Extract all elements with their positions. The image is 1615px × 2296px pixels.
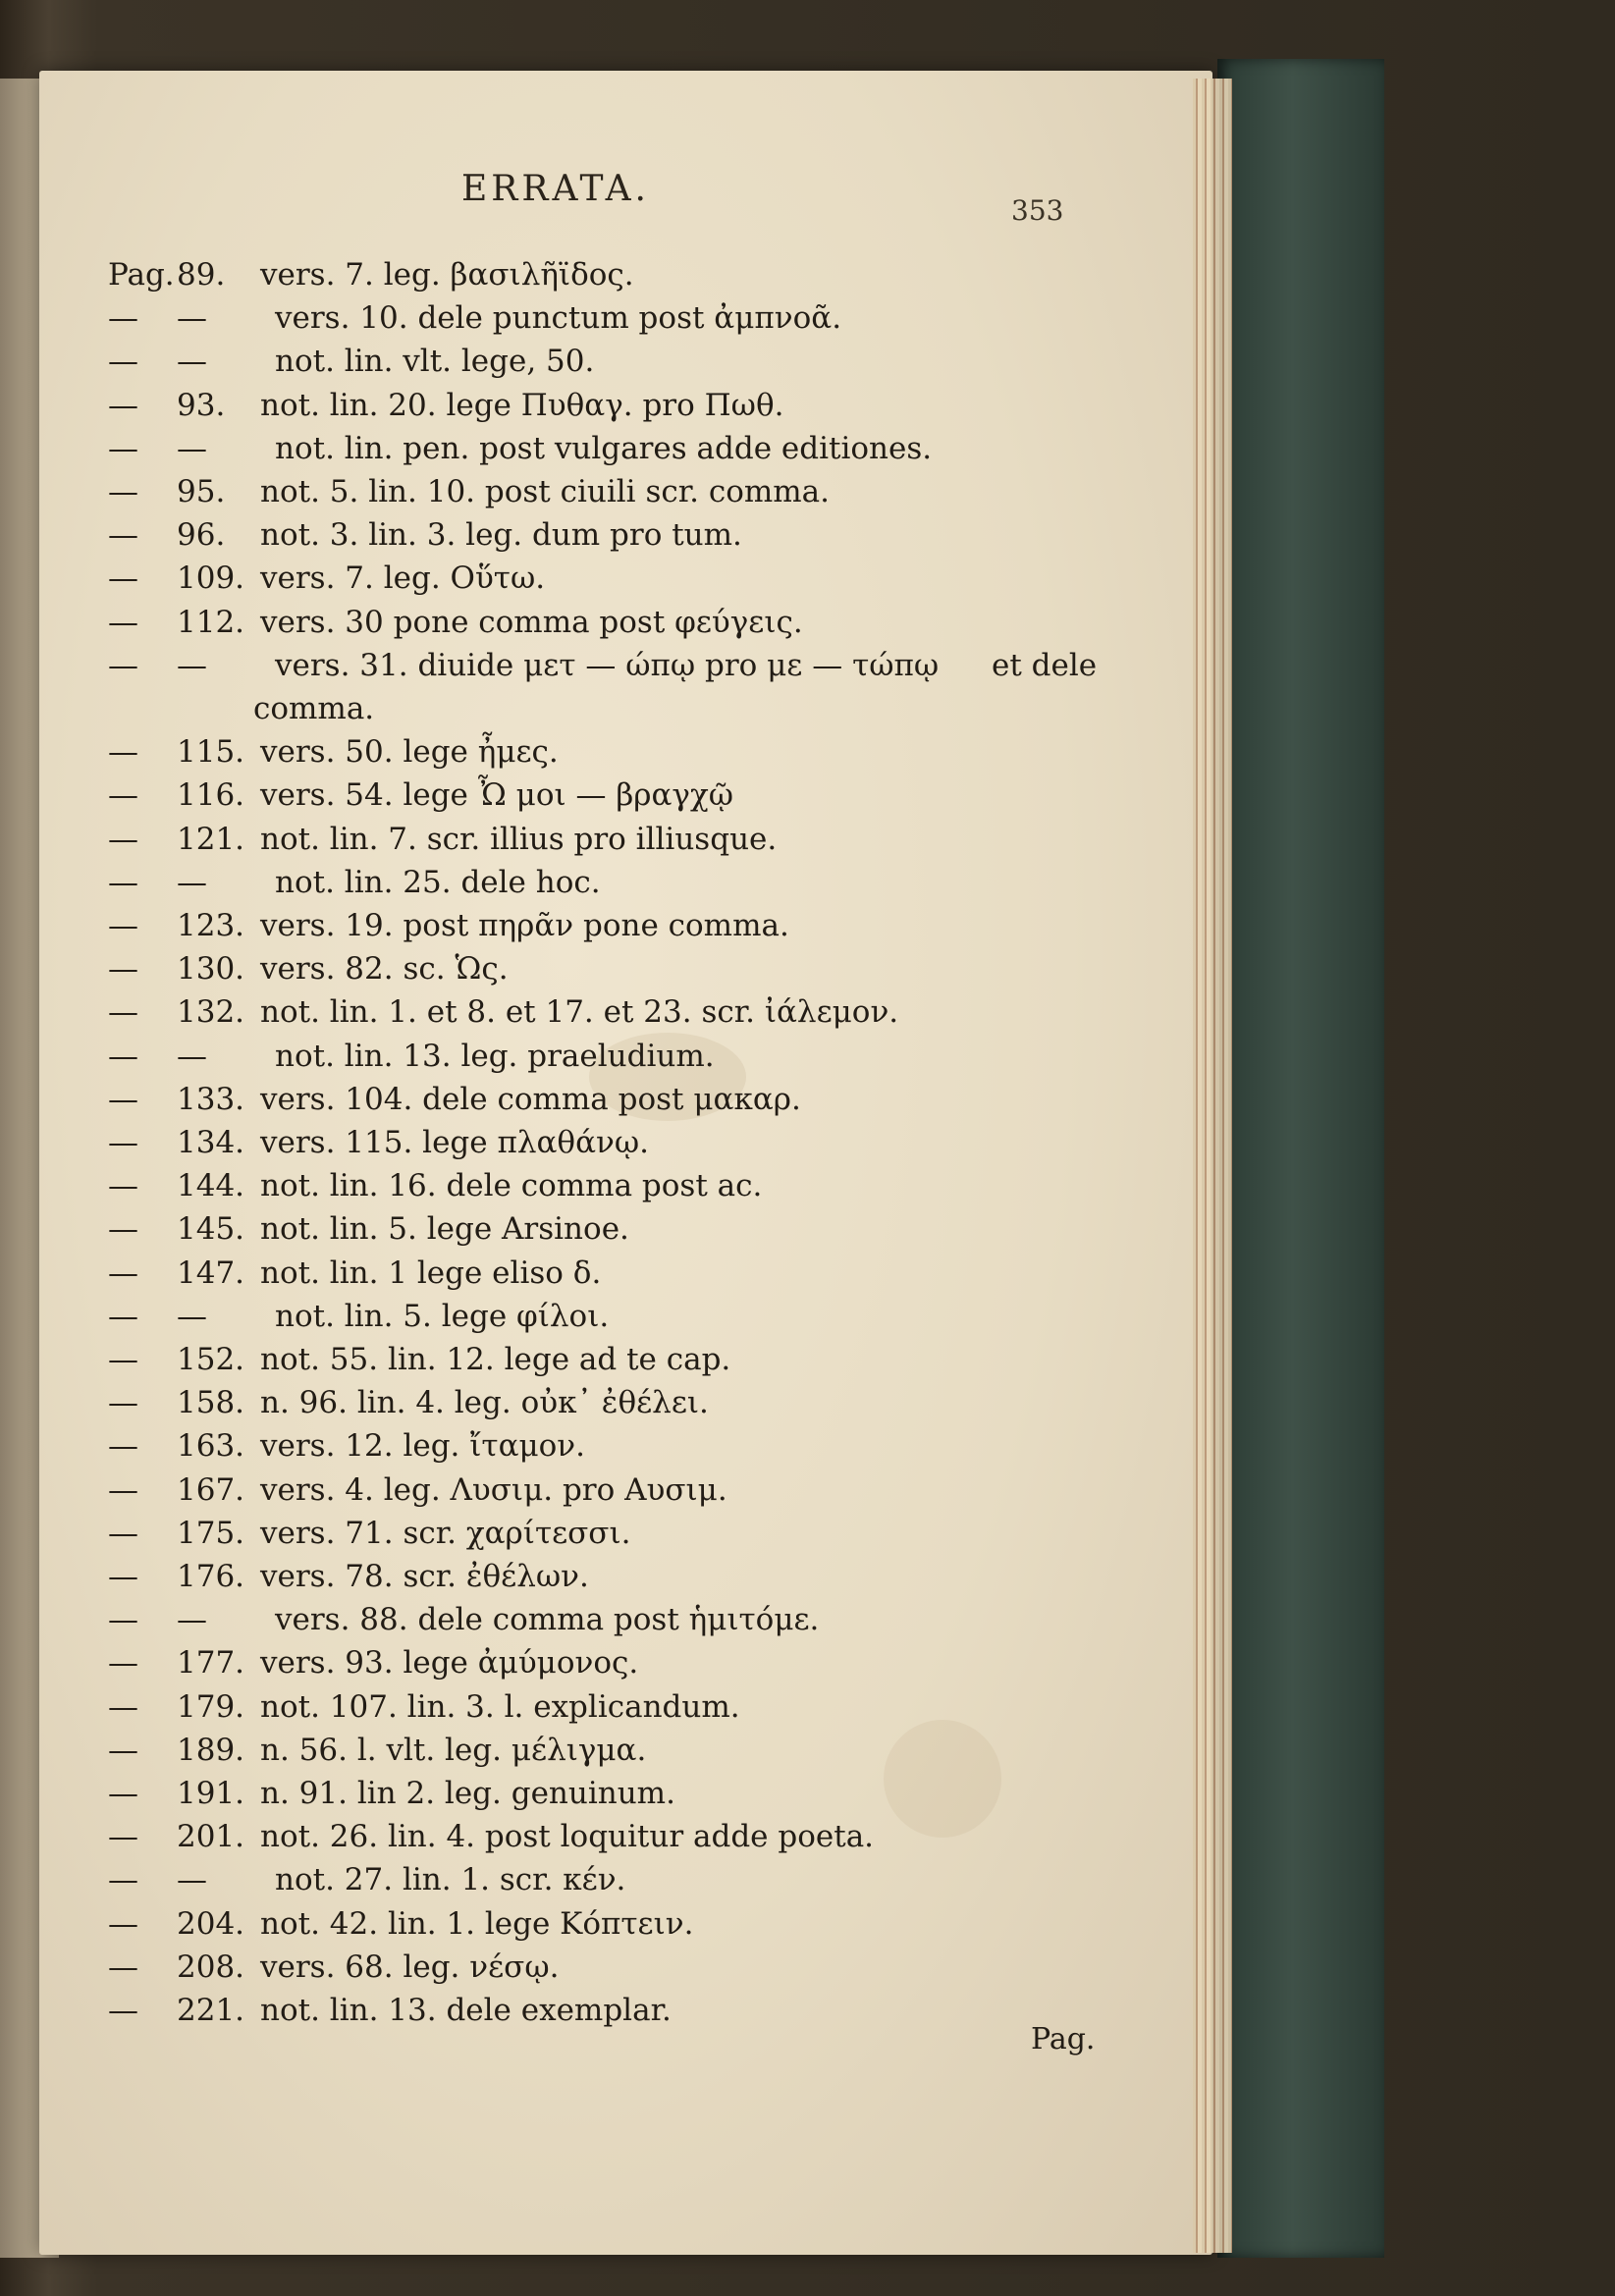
erratum-page: 177. [177, 1645, 245, 1681]
erratum-correction: vers. 7. leg. Οὕτω. [260, 561, 546, 596]
erratum-tail: et dele [992, 648, 1098, 683]
erratum-correction: not. lin. 1. et 8. et 17. et 23. scr. ἰάλεμον. [260, 994, 899, 1030]
erratum-page: 123. [177, 908, 245, 943]
erratum-correction: vers. 82. sc. Ὡς. [260, 951, 509, 987]
erratum-page: — [177, 1862, 207, 1897]
erratum-row [108, 1512, 1090, 1555]
erratum-page: — [177, 1299, 207, 1334]
erratum-correction: not. 27. lin. 1. scr. κέν. [275, 1862, 626, 1897]
erratum-row [108, 1946, 1090, 1989]
erratum-page: 147. [177, 1255, 245, 1291]
erratum-correction: not. lin. 16. dele comma post ac. [260, 1168, 763, 1203]
erratum-page: 152. [177, 1342, 245, 1377]
erratum-page: 133. [177, 1082, 245, 1117]
erratum-row [108, 1338, 1090, 1381]
erratum-correction: vers. 10. dele punctum post ἀμπνοᾶ. [275, 300, 842, 336]
erratum-page: 134. [177, 1125, 245, 1160]
erratum-marker: — [108, 300, 138, 336]
erratum-marker: Pag. [108, 257, 175, 293]
erratum-correction: not. lin. 1 lege eliso δ. [260, 1255, 602, 1291]
erratum-row [108, 340, 1090, 383]
erratum-page: — [177, 431, 207, 466]
erratum-page: 115. [177, 734, 245, 770]
erratum-page: 201. [177, 1819, 245, 1854]
erratum-marker: — [108, 1645, 138, 1681]
erratum-marker: — [108, 1125, 138, 1160]
erratum-page: 95. [177, 474, 226, 509]
erratum-page: 93. [177, 388, 226, 423]
erratum-marker: — [108, 344, 138, 379]
erratum-correction: vers. 31. diuide μετ — ώπῳ pro με — τώπῳ [275, 648, 940, 683]
erratum-page: 96. [177, 517, 226, 553]
erratum-page: 112. [177, 605, 245, 640]
catchword: Pag. [1031, 2022, 1096, 2056]
erratum-correction: vers. 88. dele comma post ἡμιτόμε. [275, 1602, 820, 1637]
erratum-page: — [177, 1039, 207, 1074]
erratum-marker: — [108, 951, 138, 987]
erratum-row [108, 1729, 1090, 1772]
erratum-correction: not. lin. 5. lege φίλοι. [275, 1299, 610, 1334]
erratum-page: — [177, 1602, 207, 1637]
erratum-row [108, 990, 1090, 1034]
erratum-marker: — [108, 1993, 138, 2028]
erratum-page: 221. [177, 1993, 245, 2028]
erratum-row [108, 1164, 1090, 1207]
erratum-row [108, 904, 1090, 947]
page-title: ERRATA. [461, 169, 651, 209]
erratum-row [108, 644, 1098, 687]
erratum-marker: — [108, 431, 138, 466]
erratum-page: 109. [177, 561, 245, 596]
erratum-marker: — [108, 734, 138, 770]
erratum-correction: not. lin. pen. post vulgares adde editiones. [275, 431, 933, 466]
erratum-correction: vers. 54. lege Ὦ μοι — βραγχῷ [260, 777, 734, 813]
erratum-marker: — [108, 1949, 138, 1985]
erratum-marker: — [108, 561, 138, 596]
erratum-marker: — [108, 822, 138, 857]
erratum-marker: — [108, 1689, 138, 1725]
erratum-row [108, 947, 1090, 990]
erratum-row [108, 557, 1090, 600]
erratum-row [108, 427, 1090, 470]
erratum-marker: — [108, 908, 138, 943]
erratum-page: 191. [177, 1776, 245, 1811]
erratum-marker: — [108, 1819, 138, 1854]
erratum-row [108, 1555, 1090, 1598]
erratum-marker: — [108, 474, 138, 509]
erratum-marker: — [108, 517, 138, 553]
erratum-page: 132. [177, 994, 245, 1030]
erratum-marker: — [108, 1472, 138, 1508]
erratum-row [108, 1468, 1090, 1512]
erratum-marker: — [108, 1168, 138, 1203]
erratum-row [108, 1598, 1090, 1641]
erratum-page: 163. [177, 1428, 245, 1464]
erratum-page: — [177, 648, 207, 683]
erratum-correction: not. 107. lin. 3. l. explicandum. [260, 1689, 740, 1725]
erratum-correction: not. lin. 13. leg. praeludium. [275, 1039, 715, 1074]
erratum-correction: vers. 78. scr. ἐθέλων. [260, 1559, 589, 1594]
erratum-correction: not. lin. 13. dele exemplar. [260, 1993, 672, 2028]
erratum-row [108, 1121, 1090, 1164]
erratum-correction: n. 96. lin. 4. leg. οὐκ᾽ ἐθέλει. [260, 1385, 709, 1420]
erratum-page: 175. [177, 1516, 245, 1551]
erratum-marker: — [108, 1516, 138, 1551]
erratum-row [108, 296, 1090, 340]
erratum-correction: vers. 19. post πηρᾶν pone comma. [260, 908, 789, 943]
erratum-correction: not. 42. lin. 1. lege Κόπτειν. [260, 1906, 694, 1942]
erratum-correction: vers. 50. lege ἦμες. [260, 734, 559, 770]
erratum-page: 158. [177, 1385, 245, 1420]
erratum-marker: — [108, 1559, 138, 1594]
erratum-page: 167. [177, 1472, 245, 1508]
erratum-row [108, 1295, 1090, 1338]
erratum-row [108, 1989, 1090, 2032]
erratum-row [108, 1815, 1090, 1858]
erratum-marker: — [108, 777, 138, 813]
erratum-correction: n. 56. l. vlt. leg. μέλιγμα. [260, 1733, 647, 1768]
erratum-row [108, 774, 1090, 817]
erratum-marker: — [108, 1428, 138, 1464]
erratum-page: 176. [177, 1559, 245, 1594]
erratum-page: 144. [177, 1168, 245, 1203]
erratum-row [108, 1641, 1090, 1684]
erratum-page: — [177, 300, 207, 336]
erratum-correction: not. lin. 7. scr. illius pro illiusque. [260, 822, 778, 857]
erratum-page: 130. [177, 951, 245, 987]
erratum-page: 116. [177, 777, 245, 813]
erratum-correction: not. 26. lin. 4. post loquitur adde poeta. [260, 1819, 875, 1854]
erratum-row [108, 253, 1090, 296]
erratum-row [108, 1685, 1090, 1729]
erratum-marker: — [108, 1342, 138, 1377]
erratum-row [108, 861, 1090, 904]
erratum-correction: vers. 4. leg. Λυσιμ. pro Αυσιμ. [260, 1472, 727, 1508]
erratum-marker: — [108, 865, 138, 900]
erratum-page: — [177, 344, 207, 379]
erratum-correction: not. lin. 25. dele hoc. [275, 865, 601, 900]
erratum-marker: — [108, 1039, 138, 1074]
erratum-page: 204. [177, 1906, 245, 1942]
erratum-marker: — [108, 1082, 138, 1117]
erratum-marker: — [108, 388, 138, 423]
erratum-page: 89. [177, 257, 226, 293]
erratum-correction: not. lin. vlt. lege, 50. [275, 344, 595, 379]
erratum-marker: — [108, 1906, 138, 1942]
erratum-marker: — [108, 1385, 138, 1420]
erratum-row [108, 818, 1090, 861]
erratum-correction: not. 3. lin. 3. leg. dum pro tum. [260, 517, 742, 553]
erratum-correction: not. 5. lin. 10. post ciuili scr. comma. [260, 474, 830, 509]
erratum-correction: vers. 7. leg. βασιλῆϊδος. [260, 257, 634, 293]
erratum-page: 145. [177, 1211, 245, 1247]
erratum-row [108, 1772, 1090, 1815]
erratum-marker: — [108, 994, 138, 1030]
erratum-correction: vers. 68. leg. νέσῳ. [260, 1949, 560, 1985]
erratum-page: 189. [177, 1733, 245, 1768]
erratum-marker: — [108, 1776, 138, 1811]
erratum-page: — [177, 865, 207, 900]
erratum-page: 179. [177, 1689, 245, 1725]
erratum-row [108, 1424, 1090, 1468]
erratum-row [108, 384, 1090, 427]
erratum-marker: — [108, 648, 138, 683]
erratum-marker: — [108, 1602, 138, 1637]
erratum-continuation: comma. [253, 691, 375, 726]
erratum-row [108, 1381, 1090, 1424]
erratum-row [108, 1902, 1090, 1946]
erratum-correction: not. lin. 20. lege Πυθαγ. pro Πωθ. [260, 388, 784, 423]
erratum-row [108, 1035, 1090, 1078]
erratum-page: 208. [177, 1949, 245, 1985]
erratum-marker: — [108, 1211, 138, 1247]
erratum-row [108, 730, 1090, 774]
page-number: 353 [1011, 194, 1064, 227]
erratum-marker: — [108, 1255, 138, 1291]
erratum-row [108, 601, 1090, 644]
erratum-row [108, 1207, 1090, 1251]
erratum-correction: not. 55. lin. 12. lege ad te cap. [260, 1342, 731, 1377]
erratum-correction: vers. 71. scr. χαρίτεσσι. [260, 1516, 631, 1551]
erratum-page: 121. [177, 822, 245, 857]
erratum-row [108, 1078, 1090, 1121]
erratum-correction: vers. 30 pone comma post φεύγεις. [260, 605, 803, 640]
erratum-row [108, 513, 1090, 557]
erratum-correction: vers. 93. lege ἀμύμονος. [260, 1645, 639, 1681]
erratum-marker: — [108, 1862, 138, 1897]
erratum-marker: — [108, 1733, 138, 1768]
erratum-row [108, 470, 1090, 513]
erratum-correction: vers. 104. dele comma post μακαρ. [260, 1082, 801, 1117]
erratum-correction: vers. 115. lege πλαθάνῳ. [260, 1125, 650, 1160]
erratum-marker: — [108, 1299, 138, 1334]
erratum-correction: vers. 12. leg. ἴταμον. [260, 1428, 586, 1464]
erratum-row [108, 1858, 1090, 1901]
erratum-marker: — [108, 605, 138, 640]
erratum-row [108, 1252, 1090, 1295]
erratum-correction: not. lin. 5. lege Arsinoe. [260, 1211, 629, 1247]
erratum-correction: n. 91. lin 2. leg. genuinum. [260, 1776, 675, 1811]
